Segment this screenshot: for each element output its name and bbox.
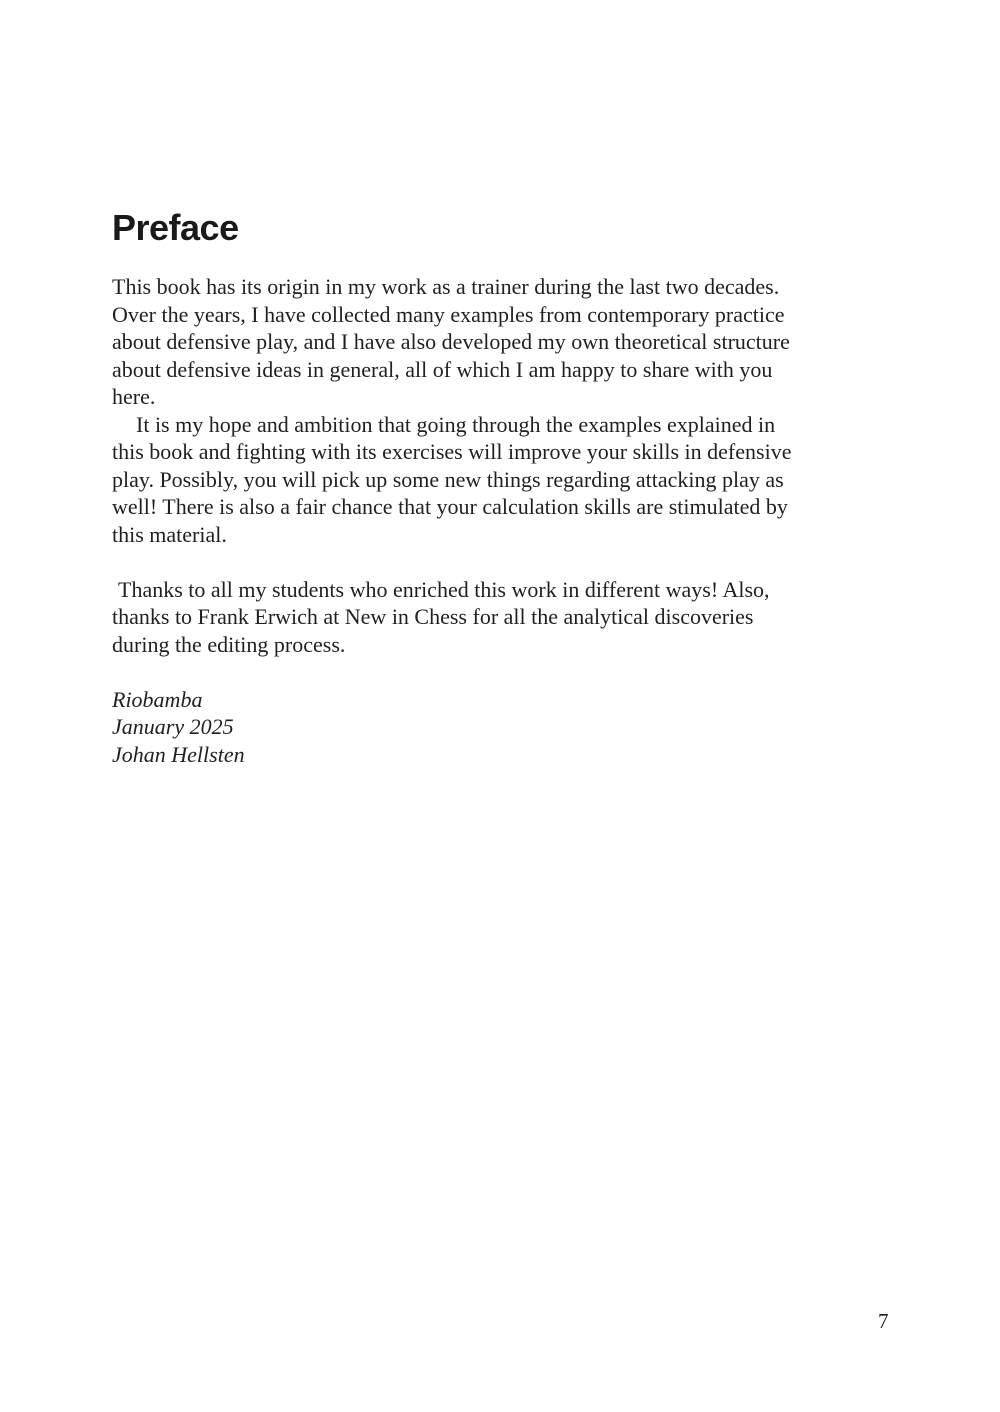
text-line: thanks to Frank Erwich at New in Chess for all the analytical discoveries: [112, 604, 754, 629]
signature-block: [112, 686, 902, 769]
paragraph-2: [112, 411, 902, 549]
text-line: It is my hope and ambition that going through the examples explained in: [136, 411, 776, 437]
paragraph-1: [112, 273, 902, 411]
text-line: during the editing process.: [112, 631, 346, 657]
text-line: this book and fighting with its exercises will improve your skills in defensive: [112, 439, 792, 464]
signature-author: Johan Hellsten: [112, 741, 245, 767]
text-line: play. Possibly, you will pick up some new things regarding attacking play as: [112, 466, 784, 492]
text-line: Over the years, I have collected many examples from contemporary practice: [112, 301, 785, 327]
signature-date: January 2025: [112, 714, 234, 739]
page-title: Preface: [112, 207, 239, 248]
text-line: about defensive ideas in general, all of which I am happy to share with you: [112, 356, 773, 382]
paragraph-spacer: [112, 658, 902, 686]
text-line: well! There is also a fair chance that your calculation skills are stimulated by: [112, 494, 788, 519]
page-number: 7: [878, 1309, 889, 1333]
text-line: this material.: [112, 521, 227, 547]
preface-body: [112, 273, 902, 768]
text-line: Thanks to all my students who enriched this work in different ways! Also,: [118, 576, 770, 602]
text-line: about defensive play, and I have also developed my own theoretical structure: [112, 329, 790, 354]
text-line: This book has its origin in my work as a trainer during the last two decades.: [112, 274, 780, 299]
paragraph-spacer: [112, 548, 902, 576]
text-line: here.: [112, 384, 156, 409]
paragraph-3: [112, 576, 902, 659]
signature-place: Riobamba: [112, 686, 203, 712]
